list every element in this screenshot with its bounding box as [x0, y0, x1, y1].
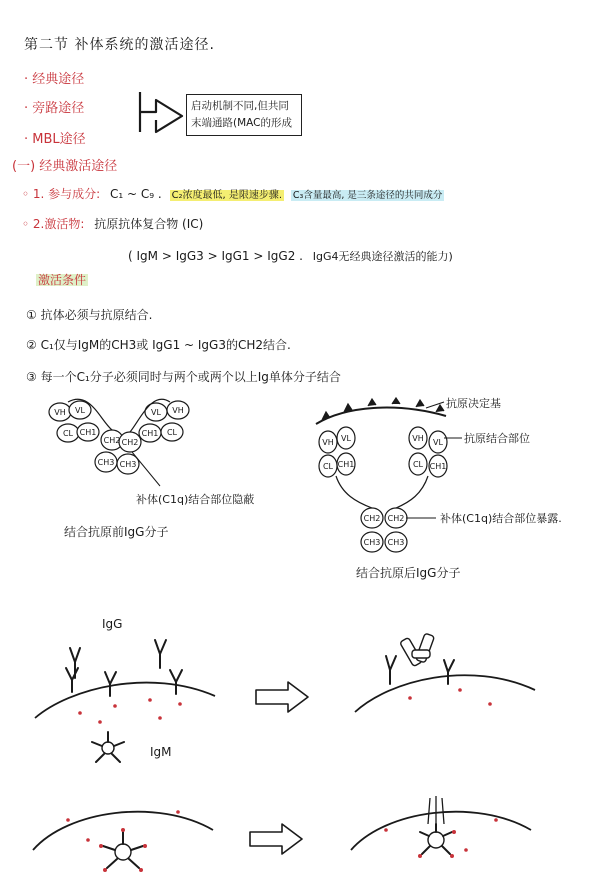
- igm-cell-before-diagram: [28, 790, 218, 880]
- domain-label: CH1: [429, 462, 447, 471]
- classical-heading: (一) 经典激活途径: [12, 159, 118, 174]
- c2-note: C₂浓度最低, 是限速步骤.: [171, 190, 283, 201]
- components-row: [22, 188, 444, 201]
- igg-before-diagram: [40, 390, 220, 490]
- domain-label: CH3: [363, 538, 381, 547]
- domain-label: CH2: [363, 514, 381, 523]
- domain-label: CH1: [337, 460, 355, 469]
- igm-cell-after-diagram: [346, 780, 536, 880]
- domain-label: CL: [62, 429, 74, 438]
- before-site-label: 补体(C1q)结合部位隐蔽: [136, 493, 255, 506]
- igg-label: IgG: [102, 617, 123, 631]
- domain-label: VL: [75, 406, 85, 415]
- domain-label: CH1: [141, 429, 159, 438]
- domain-label: CH2: [103, 436, 121, 445]
- activator-row: [22, 218, 203, 230]
- domain-label: CH3: [387, 538, 405, 547]
- c3-note: C₃含量最高, 是三条途径的共同成分: [292, 190, 443, 201]
- activator-order-row: [128, 250, 453, 262]
- domain-label: CH2: [387, 514, 405, 523]
- domain-label: VH: [172, 406, 184, 415]
- igm-pentamer-icon: [88, 728, 128, 768]
- conditions-heading: 激活条件: [38, 273, 87, 287]
- after-binding-label: 抗原结合部位: [464, 432, 530, 445]
- arrow-right-icon: [252, 680, 312, 714]
- shared-terminal-box: [186, 94, 302, 136]
- condition-1: ① 抗体必须与抗原结合.: [26, 308, 153, 322]
- box-line-2: 末端通路(MAC的形成: [191, 117, 292, 129]
- after-site-label: 补体(C1q)结合部位暴露.: [440, 512, 562, 525]
- bracket-arrow-icon: [138, 88, 188, 138]
- condition-2: ② C₁仅与IgM的CH3或 IgG1 ~ IgG3的CH2结合.: [26, 338, 291, 352]
- condition-3: ③ 每一个C₁分子必须同时与两个或两个以上Ig单体分子结合: [26, 370, 341, 384]
- domain-label: CH3: [97, 458, 115, 467]
- components-range: C₁ ~ C₉ .: [110, 187, 162, 201]
- activator-note: IgG4无经典途径激活的能力): [312, 250, 453, 263]
- igm-label: IgM: [150, 745, 172, 759]
- igg-cell-after-diagram: [350, 620, 540, 720]
- domain-label: VH: [322, 438, 334, 447]
- domain-label: CH1: [79, 428, 97, 437]
- domain-label: VL: [151, 408, 161, 417]
- domain-label: VH: [54, 408, 66, 417]
- activator-label: ◦ 2.激活物:: [22, 217, 85, 231]
- domain-label: CL: [412, 460, 424, 469]
- domain-label: VL: [341, 434, 351, 443]
- after-epitope-label: 抗原决定基: [446, 397, 501, 410]
- igg-cell-before-diagram: [30, 618, 220, 728]
- before-caption: 结合抗原前IgG分子: [64, 525, 169, 539]
- components-label: ◦ 1. 参与成分:: [22, 187, 101, 201]
- pathway-alternative: · 旁路途径: [24, 101, 85, 116]
- after-caption: 结合抗原后IgG分子: [356, 566, 461, 580]
- domain-label: VL: [433, 438, 443, 447]
- igg-after-diagram: [306, 394, 466, 564]
- activator-value: 抗原抗体复合物 (IC): [94, 217, 204, 231]
- activator-order: ( IgM > IgG3 > IgG1 > IgG2 .: [128, 249, 303, 263]
- pathway-classical: · 经典途径: [24, 72, 85, 87]
- domain-label: CL: [322, 462, 334, 471]
- arrow-right-icon: [246, 822, 306, 856]
- pathway-mbl: · MBL途径: [24, 132, 86, 147]
- page-title: 第二节 补体系统的激活途径.: [24, 37, 215, 53]
- domain-label: VH: [412, 434, 424, 443]
- domain-label: CH3: [119, 460, 137, 469]
- domain-label: CL: [166, 428, 178, 437]
- domain-label: CH2: [121, 438, 139, 447]
- box-line-1: 启动机制不同,但共同: [191, 100, 289, 112]
